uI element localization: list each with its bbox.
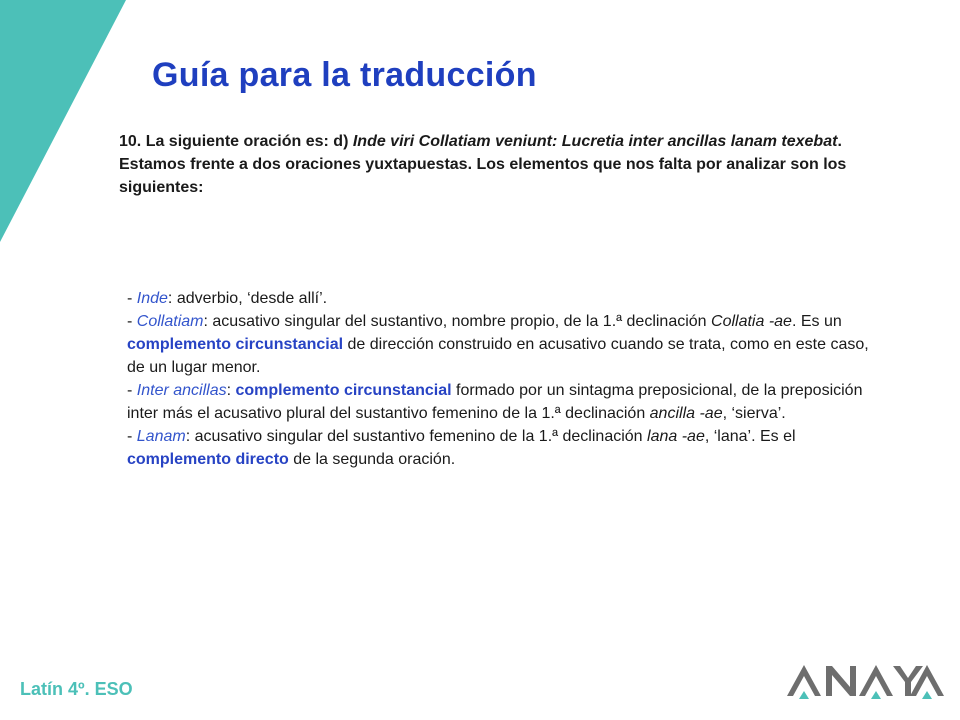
teal-diagonal-band xyxy=(0,0,130,260)
list-item-collatiam: - Collatiam: acusativo singular del sustantivo, nombre propio, de la 1.ª declinación Collatia -ae. Es un complemento circunstancial de dirección construido en acusativo cuando se trata, como en este caso, de un lugar menor. xyxy=(127,313,869,376)
list-item-inter-ancillas: - Inter ancillas: complemento circunstancial formado por un sintagma preposicional, de la preposición inter más el acusativo plural del sustantivo femenino de la 1.ª declinación ancilla -ae, ‘sierva’. xyxy=(127,382,863,422)
term-inter-ancillas: Inter ancillas xyxy=(136,382,227,399)
list-item-lanam: - Lanam: acusativo singular del sustantivo femenino de la 1.ª declinación lana -ae, ‘lana’. Es el complemento directo de la segunda oración. xyxy=(127,428,796,468)
anaya-logo xyxy=(784,661,944,701)
term-inde: Inde xyxy=(136,290,168,307)
intro-paragraph xyxy=(119,130,859,199)
keyword-complemento-circunstancial: complemento circunstancial xyxy=(235,382,452,399)
analysis-list xyxy=(127,287,887,471)
intro-latin-sentence: Inde viri Collatiam veniunt: Lucretia inter ancillas lanam texebat xyxy=(352,133,838,150)
course-label: Latín 4º. ESO xyxy=(20,679,133,699)
intro-lead: 10. La siguiente oración es: d) xyxy=(119,133,353,150)
list-item-inde: - Inde: adverbio, ‘desde allí’. xyxy=(127,290,328,307)
keyword-complemento-circunstancial: complemento circunstancial xyxy=(127,336,344,353)
term-collatiam: Collatiam xyxy=(136,313,204,330)
keyword-complemento-directo: complemento directo xyxy=(127,451,289,468)
intro-rest: . Estamos frente a dos oraciones yuxtapuestas. Los elementos que nos falta por analizar son los siguientes: xyxy=(119,133,847,196)
term-lanam: Lanam xyxy=(136,428,186,445)
slide-title: Guía para la traducción xyxy=(152,56,537,94)
